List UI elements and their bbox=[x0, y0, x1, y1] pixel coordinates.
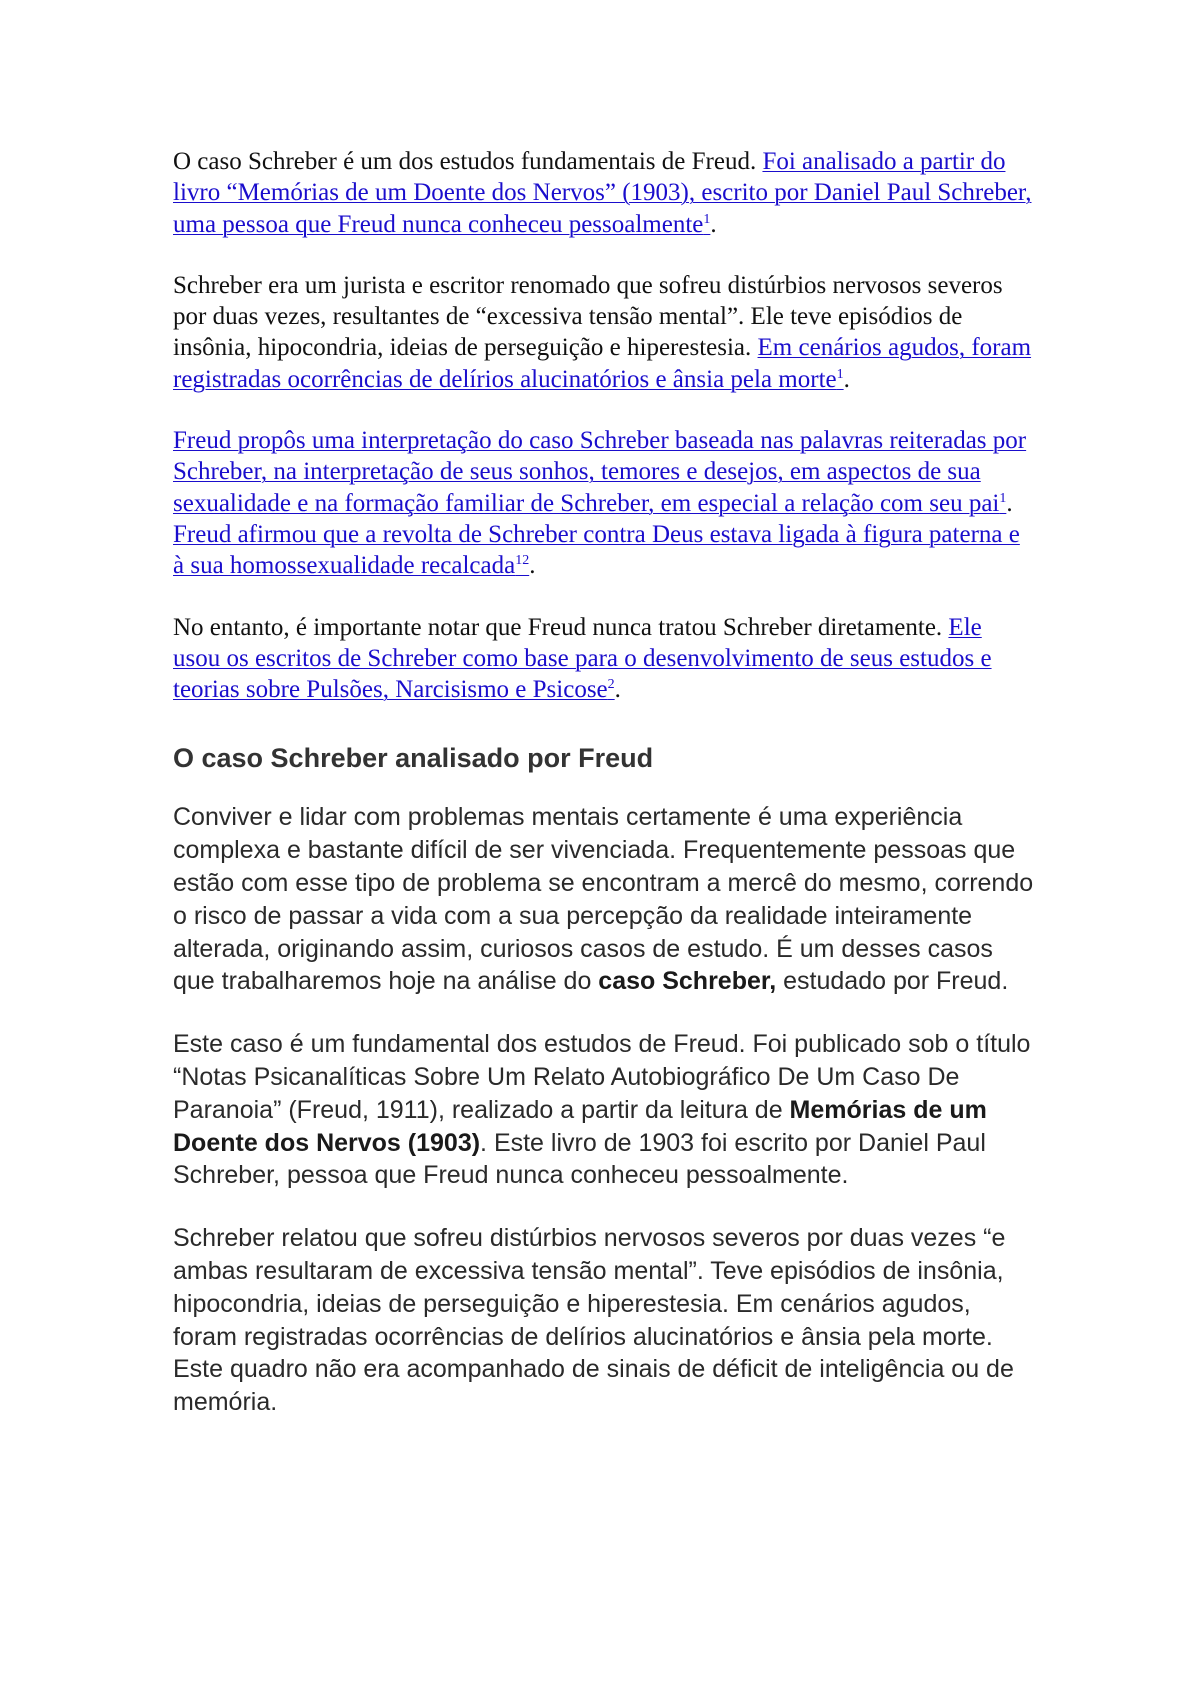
text-run: Este caso é um fundamental dos estudos de Freud. Foi publicado sob o título “Notas Psicanalíticas Sobre Um Relato Autobiográfico De Um Caso De Paranoia” (Freud, 1911), realizado a partir da leitura de bbox=[173, 1030, 1031, 1124]
footnote-marker: 1 bbox=[999, 490, 1007, 506]
text-run: O caso Schreber é um dos estudos fundamentais de Freud. bbox=[173, 148, 763, 175]
text-run: . bbox=[614, 676, 621, 704]
text-run: . bbox=[529, 552, 536, 580]
link-text: Foi analisado a partir do livro “Memórias de um Doente dos Nervos” (1903), escrito por Daniel Paul Schreber, uma pessoa que Freud nunca conheceu pessoalmente bbox=[173, 148, 1032, 238]
paragraph-jurista bbox=[173, 270, 1035, 395]
reference-link-interpretacao[interactable] bbox=[173, 427, 1026, 517]
footnote-marker: 12 bbox=[515, 553, 530, 569]
bold-title: Memórias de um Doente dos Nervos (1903) bbox=[173, 1095, 987, 1157]
footnote-marker: 1 bbox=[836, 366, 844, 382]
link-text: Em cenários agudos, foram registradas ocorrências de delírios alucinatórios e ânsia pela morte bbox=[173, 334, 1032, 393]
link-text: Ele usou os escritos de Schreber como base para o desenvolvimento de seus estudos e teorias sobre Pulsões, Narcisismo e Psicose bbox=[173, 613, 992, 704]
link-text: Freud afirmou que a revolta de Schreber contra Deus estava ligada à figura paterna e à sua homossexualidade recalcada bbox=[173, 520, 1020, 580]
footnote-marker: 2 bbox=[607, 677, 615, 693]
text-run: . bbox=[1006, 489, 1013, 517]
text-run: . Este livro de 1903 foi escrito por Daniel Paul Schreber, pessoa que Freud nunca conheceu pessoalmente. bbox=[173, 1128, 986, 1190]
bold-term: caso Schreber, bbox=[598, 967, 777, 996]
link-text: Freud propôs uma interpretação do caso Schreber baseada nas palavras reiteradas por Schreber, na interpretação de seus sonhos, temores e desejos, em aspectos de sua sexualidade e na formação familiar de Schreber, em especial a relação com seu pai bbox=[173, 427, 1027, 517]
paragraph-relatou bbox=[173, 1222, 1035, 1419]
text-run: Schreber era um jurista e escritor renomado que sofreu distúrbios nervosos severos por duas vezes, resultantes de “excessiva tensão mental”. Ele teve episódios de insônia, hipocondria, ideias de perseguição e hiperestesia. bbox=[173, 271, 1003, 362]
paragraph-intro bbox=[173, 146, 1035, 240]
paragraph-este-caso bbox=[173, 1028, 1035, 1192]
text-run: . bbox=[710, 210, 717, 238]
text-run: Schreber relatou que sofreu distúrbios nervosos severos por duas vezes “e ambas resultaram de excessiva tensão mental”. Teve episódios de insônia, hipocondria, ideias de perseguição e hiperestesia. Em cenários agudos, foram registradas ocorrências de delírios alucinatórios e ânsia pela morte. Este quadro não era acompanhado de sinais de déficit de inteligência ou de memória. bbox=[173, 1224, 1014, 1417]
paragraph-conviver bbox=[173, 801, 1035, 998]
reference-link-revolta[interactable] bbox=[173, 521, 1020, 579]
paragraph-no-entanto bbox=[173, 612, 1035, 706]
text-run: No entanto, é importante notar que Freud nunca tratou Schreber diretamente. bbox=[173, 613, 949, 641]
text-run: . bbox=[843, 365, 850, 393]
footnote-marker: 1 bbox=[703, 211, 711, 227]
paragraph-interpretacao bbox=[173, 425, 1035, 581]
section-heading: O caso Schreber analisado por Freud bbox=[173, 743, 654, 774]
text-run: estudado por Freud. bbox=[776, 967, 1009, 996]
text-run: Conviver e lidar com problemas mentais certamente é uma experiência complexa e bastante difícil de ser vivenciada. Frequentemente pessoas que estão com esse tipo de problema se encontram a mercê do mesmo, correndo o risco de passar a vida com a sua percepção da realidade inteiramente alterada, originando assim, curiosos casos de estudo. É um desses casos que trabalharemos hoje na análise do bbox=[173, 803, 1034, 996]
document-page bbox=[173, 146, 1035, 1449]
